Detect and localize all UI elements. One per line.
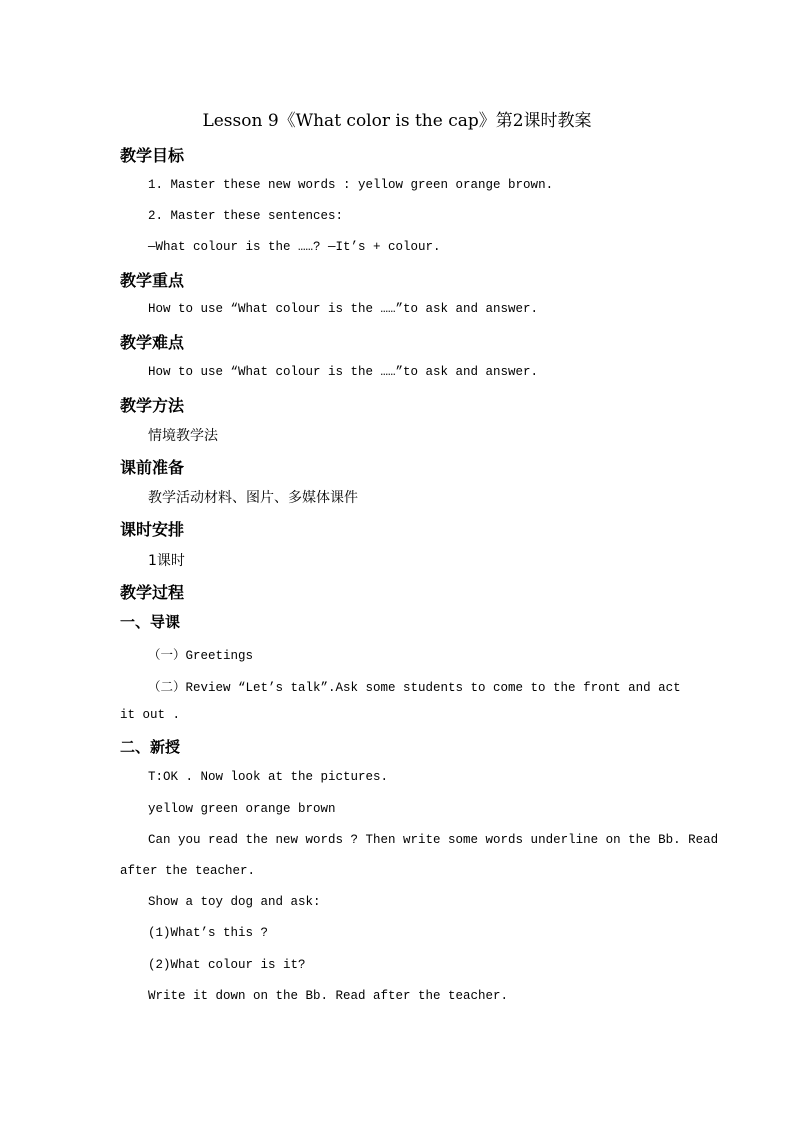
preparation-line-1: 教学活动材料、图片、多媒体课件 bbox=[148, 490, 358, 506]
heading-key-points: 教学重点 bbox=[120, 271, 185, 290]
document-title: Lesson 9《What color is the cap》第2课时教案 bbox=[202, 111, 592, 131]
part2-line-2: yellow green orange brown bbox=[148, 802, 336, 816]
part2-line-5: (1)What’s this ? bbox=[148, 926, 269, 940]
part1-line-2: （二）Review “Let’s talk”.Ask some students to come to the front and act bbox=[148, 681, 681, 695]
heading-part-2: 二、新授 bbox=[120, 738, 181, 756]
methods-line-1: 情境教学法 bbox=[148, 428, 218, 444]
objectives-line-2: 2. Master these sentences: bbox=[148, 209, 344, 223]
part2-line-3: Can you read the new words ? Then write some words underline on the Bb. Read bbox=[148, 833, 719, 847]
heading-process: 教学过程 bbox=[120, 583, 185, 602]
part1-line-1: （一）Greetings bbox=[148, 649, 254, 663]
schedule-line-1: 1课时 bbox=[148, 553, 185, 569]
heading-difficulties: 教学难点 bbox=[120, 333, 185, 352]
part2-line-4: Show a toy dog and ask: bbox=[148, 895, 321, 909]
part1-line-2-continued: it out . bbox=[120, 708, 181, 722]
part2-line-7: Write it down on the Bb. Read after the teacher. bbox=[148, 989, 509, 1003]
key-points-line-1: How to use “What colour is the ……”to ask and answer. bbox=[148, 302, 539, 316]
part2-line-3-continued: after the teacher. bbox=[120, 864, 256, 878]
heading-objectives: 教学目标 bbox=[120, 146, 185, 165]
objectives-line-1: 1. Master these new words : yellow green orange brown. bbox=[148, 178, 554, 192]
difficulties-line-1: How to use “What colour is the ……”to ask and answer. bbox=[148, 365, 539, 379]
heading-schedule: 课时安排 bbox=[120, 520, 185, 539]
heading-part-1: 一、导课 bbox=[120, 613, 181, 631]
heading-preparation: 课前准备 bbox=[120, 458, 185, 477]
objectives-line-3: —What colour is the ……? —It’s + colour. bbox=[148, 240, 441, 254]
heading-methods: 教学方法 bbox=[120, 396, 185, 415]
part2-line-1: T:OK . Now look at the pictures. bbox=[148, 770, 389, 784]
part2-line-6: (2)What colour is it? bbox=[148, 958, 306, 972]
